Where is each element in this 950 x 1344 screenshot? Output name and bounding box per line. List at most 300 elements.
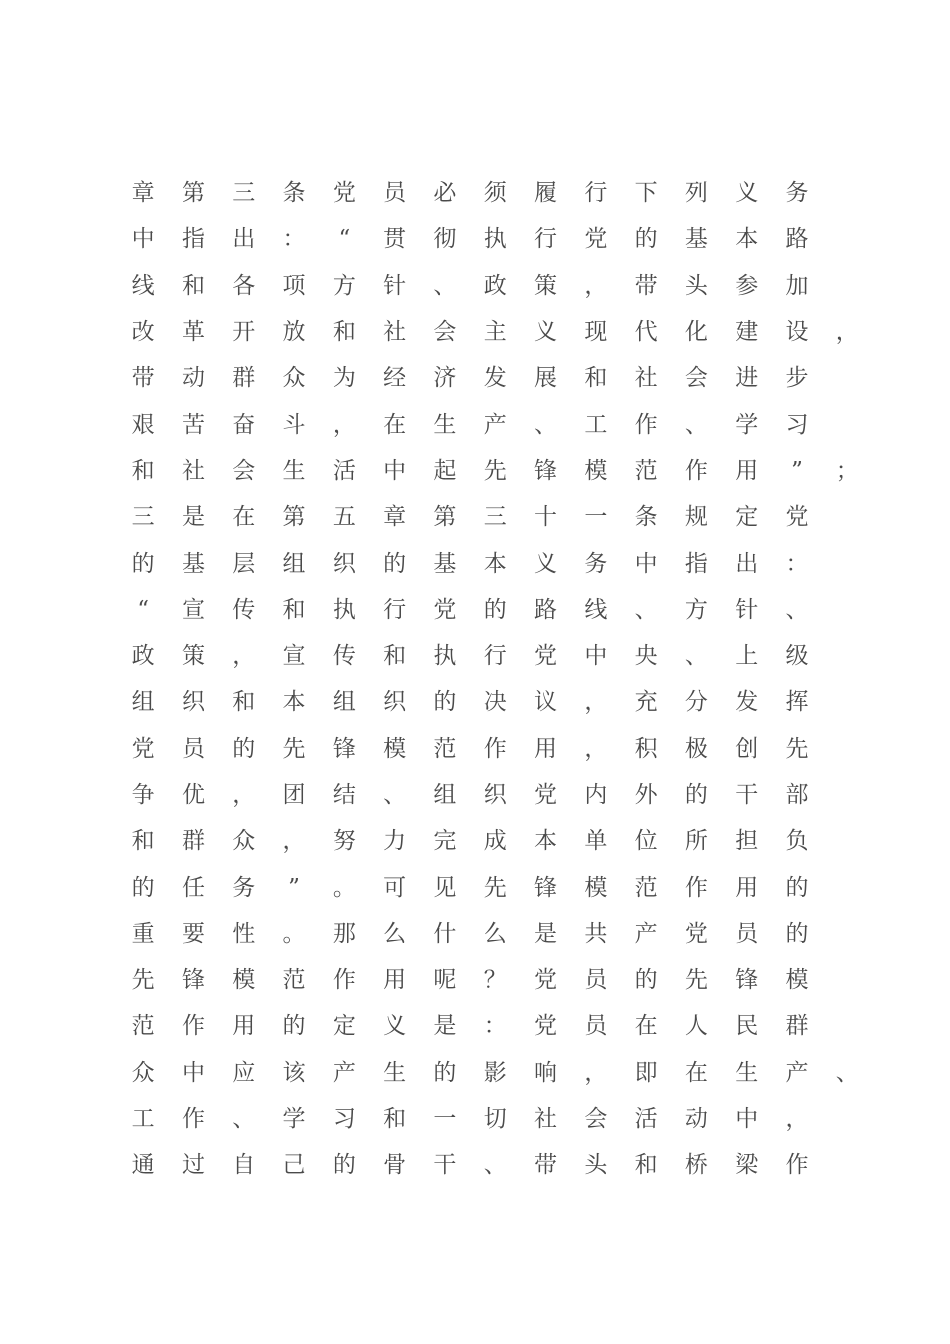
text-char: 方 — [684, 596, 708, 623]
text-char: 切 — [483, 1106, 507, 1133]
text-char: 出 — [735, 550, 759, 577]
text-char: 。 — [282, 920, 306, 947]
text-char: 上 — [735, 643, 759, 670]
text-char: 的 — [785, 920, 809, 947]
text-char: 步 — [785, 365, 809, 392]
text-char: 层 — [232, 550, 256, 577]
text-char: 积 — [634, 735, 658, 762]
text-char: 骨 — [383, 1152, 407, 1179]
text-char: 宣 — [282, 643, 306, 670]
text-char: 的 — [785, 874, 809, 901]
text-char: 产 — [332, 1059, 356, 1086]
text-char: 改 — [131, 319, 155, 346]
text-char: ， — [332, 411, 356, 438]
text-char: 群 — [181, 828, 205, 855]
text-char: 会 — [433, 319, 457, 346]
text-char: 作 — [785, 1152, 809, 1179]
text-char: 是 — [534, 920, 558, 947]
text-char: 产 — [785, 1059, 809, 1086]
text-char: 、 — [383, 782, 407, 808]
text-char: 执 — [433, 643, 457, 670]
text-char: 和 — [383, 1106, 407, 1133]
text-char: 组 — [332, 689, 356, 716]
text-char: 发 — [483, 365, 507, 392]
text-char: 第 — [433, 504, 457, 531]
text-char: 带 — [131, 365, 155, 392]
text-char: 党 — [534, 1013, 558, 1040]
text-char: 下 — [634, 180, 658, 207]
text-char: 会 — [584, 1106, 608, 1133]
text-char: 执 — [483, 226, 507, 253]
text-char: 习 — [332, 1106, 356, 1133]
text-char: 展 — [534, 365, 558, 392]
text-char: 、 — [483, 1152, 507, 1179]
text-char: 线 — [131, 272, 155, 299]
text-char: 动 — [181, 365, 205, 392]
text-char: 和 — [634, 1152, 658, 1179]
text-char: 须 — [483, 180, 507, 207]
text-char: 织 — [181, 689, 205, 716]
text-char: ， — [232, 782, 256, 808]
text-char: 义 — [534, 550, 558, 577]
text-char: 争 — [131, 782, 155, 808]
text-char: 位 — [634, 828, 658, 855]
text-char: 先 — [684, 967, 708, 994]
text-char: 三 — [131, 504, 155, 531]
text-char: 章 — [131, 180, 155, 207]
text-char: 行 — [383, 596, 407, 623]
text-char: 本 — [483, 550, 507, 577]
text-line — [118, 911, 872, 957]
text-char: 定 — [735, 504, 759, 531]
text-char: 在 — [383, 411, 407, 438]
text-char: ， — [584, 689, 608, 716]
text-char: 义 — [534, 319, 558, 346]
text-char: 任 — [181, 874, 205, 901]
text-char: 的 — [383, 550, 407, 577]
text-char: 外 — [634, 782, 658, 808]
text-char: 什 — [433, 920, 457, 947]
text-char: 梁 — [735, 1152, 759, 1179]
text-char: 革 — [181, 319, 205, 346]
text-char: 经 — [383, 365, 407, 392]
text-char: 民 — [735, 1013, 759, 1040]
text-char: 社 — [181, 457, 205, 484]
text-char: 、 — [433, 272, 457, 299]
text-char: 分 — [684, 689, 708, 716]
text-char: 党 — [584, 226, 608, 253]
text-char: 动 — [684, 1106, 708, 1133]
text-char: 锋 — [735, 967, 759, 994]
text-line — [118, 587, 872, 633]
text-char: ： — [483, 1013, 507, 1040]
text-char: 群 — [785, 1013, 809, 1040]
text-char: 重 — [131, 920, 155, 947]
text-char: 贯 — [383, 226, 407, 253]
text-char: 、 — [785, 596, 809, 623]
text-char: 可 — [383, 874, 407, 901]
text-line — [118, 170, 872, 216]
text-char: 党 — [332, 180, 356, 207]
text-char: 行 — [534, 226, 558, 253]
text-line — [118, 679, 872, 725]
text-char: 员 — [584, 1013, 608, 1040]
text-char: 担 — [735, 828, 759, 855]
text-char: 线 — [584, 596, 608, 623]
text-char: 极 — [684, 735, 708, 762]
text-char: 范 — [634, 874, 658, 901]
text-char: 织 — [332, 550, 356, 577]
text-char: ？ — [483, 967, 507, 994]
text-char: 模 — [584, 457, 608, 484]
text-char: 织 — [483, 782, 507, 808]
text-char: 呢 — [433, 967, 457, 994]
text-char: 各 — [232, 272, 256, 299]
text-char: ， — [232, 643, 256, 670]
text-char: 会 — [232, 457, 256, 484]
text-char: 本 — [735, 226, 759, 253]
text-char: 用 — [735, 874, 759, 901]
text-char: 彻 — [433, 226, 457, 253]
text-char: ； — [835, 457, 859, 484]
text-char: 党 — [684, 920, 708, 947]
text-char: “ — [338, 226, 351, 253]
text-char: 结 — [332, 782, 356, 808]
text-char: 三 — [232, 180, 256, 207]
text-char: 中 — [584, 643, 608, 670]
text-char: 力 — [383, 828, 407, 855]
text-char: 桥 — [684, 1152, 708, 1179]
text-char: 党 — [785, 504, 809, 531]
text-line — [118, 633, 872, 679]
text-char: ， — [785, 1106, 809, 1133]
text-char: 五 — [332, 504, 356, 531]
text-char: 的 — [433, 689, 457, 716]
text-char: 众 — [282, 365, 306, 392]
text-char: 行 — [584, 180, 608, 207]
text-char: 一 — [584, 504, 608, 531]
text-char: 党 — [131, 735, 155, 762]
text-char: 产 — [634, 920, 658, 947]
text-char: 第 — [181, 180, 205, 207]
text-char: 头 — [584, 1152, 608, 1179]
text-char: 组 — [282, 550, 306, 577]
text-char: 本 — [534, 828, 558, 855]
text-char: 的 — [684, 782, 708, 808]
text-char: 生 — [735, 1059, 759, 1086]
text-char: 充 — [634, 689, 658, 716]
text-char: 义 — [735, 180, 759, 207]
text-char: 成 — [483, 828, 507, 855]
text-char: 带 — [534, 1152, 558, 1179]
text-char: 学 — [282, 1106, 306, 1133]
text-char: 生 — [282, 457, 306, 484]
text-char: 项 — [282, 272, 306, 299]
text-line — [118, 540, 872, 586]
text-char: 列 — [684, 180, 708, 207]
text-char: 务 — [232, 874, 256, 901]
text-char: 行 — [483, 643, 507, 670]
text-char: 的 — [483, 596, 507, 623]
text-char: 锋 — [534, 874, 558, 901]
text-char: 模 — [232, 967, 256, 994]
text-char: 社 — [383, 319, 407, 346]
text-char: 针 — [383, 272, 407, 299]
text-char: 、 — [534, 411, 558, 438]
text-char: 众 — [131, 1059, 155, 1086]
text-char: 织 — [383, 689, 407, 716]
text-char: 和 — [131, 828, 155, 855]
text-char: ： — [785, 550, 809, 577]
text-char: 要 — [181, 920, 205, 947]
text-char: 是 — [181, 504, 205, 531]
text-char: 作 — [181, 1013, 205, 1040]
text-char: 务 — [584, 550, 608, 577]
text-char: 路 — [534, 596, 558, 623]
text-char: 众 — [232, 828, 256, 855]
text-char: 代 — [634, 319, 658, 346]
text-char: 用 — [735, 457, 759, 484]
text-char: 和 — [232, 689, 256, 716]
text-char: 出 — [232, 226, 256, 253]
text-char: 会 — [684, 365, 708, 392]
text-line — [118, 309, 872, 355]
text-char: 起 — [433, 457, 457, 484]
text-line — [118, 1142, 872, 1188]
text-char: 干 — [735, 782, 759, 808]
text-char: 中 — [181, 1059, 205, 1086]
text-char: 的 — [131, 874, 155, 901]
text-char: 么 — [383, 920, 407, 947]
text-char: 基 — [433, 550, 457, 577]
text-char: 务 — [785, 180, 809, 207]
text-char: 是 — [433, 1013, 457, 1040]
text-char: 模 — [383, 735, 407, 762]
text-char: 三 — [483, 504, 507, 531]
text-line — [118, 864, 872, 910]
text-char: 组 — [433, 782, 457, 808]
text-char: 人 — [684, 1013, 708, 1040]
text-char: 政 — [131, 643, 155, 670]
text-char: ， — [584, 735, 608, 762]
text-char: 执 — [332, 596, 356, 623]
text-char: 的 — [232, 735, 256, 762]
text-char: 员 — [181, 735, 205, 762]
text-char: 负 — [785, 828, 809, 855]
text-line — [118, 1050, 872, 1096]
text-char: ” — [288, 874, 300, 901]
text-char: 范 — [131, 1013, 155, 1040]
text-char: 先 — [785, 735, 809, 762]
text-char: 创 — [735, 735, 759, 762]
text-line — [118, 263, 872, 309]
text-char: 化 — [684, 319, 708, 346]
text-char: “ — [137, 596, 150, 623]
text-line — [118, 772, 872, 818]
text-char: 为 — [332, 365, 356, 392]
text-char: 奋 — [232, 411, 256, 438]
text-char: 单 — [584, 828, 608, 855]
text-char: 、 — [684, 643, 708, 670]
text-char: 级 — [785, 643, 809, 670]
text-line — [118, 1003, 872, 1049]
text-char: 学 — [735, 411, 759, 438]
text-char: 设 — [785, 319, 809, 346]
text-char: 中 — [383, 457, 407, 484]
text-char: 和 — [383, 643, 407, 670]
text-char: 传 — [332, 643, 356, 670]
text-char: 。 — [332, 874, 356, 901]
text-char: 党 — [534, 967, 558, 994]
text-char: 作 — [483, 735, 507, 762]
text-char: 和 — [282, 596, 306, 623]
text-char: 指 — [181, 226, 205, 253]
text-char: 完 — [433, 828, 457, 855]
text-line — [118, 448, 872, 494]
text-char: 挥 — [785, 689, 809, 716]
text-char: 锋 — [181, 967, 205, 994]
text-char: 习 — [785, 411, 809, 438]
text-line — [118, 355, 872, 401]
text-char: 群 — [232, 365, 256, 392]
text-char: 传 — [232, 596, 256, 623]
text-char: 和 — [584, 365, 608, 392]
text-char: 优 — [181, 782, 205, 808]
text-char: 开 — [232, 319, 256, 346]
text-char: 苦 — [181, 411, 205, 438]
text-char: 工 — [131, 1106, 155, 1133]
text-char: 员 — [735, 920, 759, 947]
text-line — [118, 818, 872, 864]
text-char: 艰 — [131, 411, 155, 438]
text-char: 放 — [282, 319, 306, 346]
text-char: 么 — [483, 920, 507, 947]
text-char: ， — [282, 828, 306, 855]
text-char: 决 — [483, 689, 507, 716]
text-char: ， — [584, 272, 608, 299]
text-char: 发 — [735, 689, 759, 716]
text-char: 见 — [433, 874, 457, 901]
text-char: 党 — [433, 596, 457, 623]
text-char: 方 — [332, 272, 356, 299]
text-char: 现 — [584, 319, 608, 346]
text-char: 该 — [282, 1059, 306, 1086]
text-char: 一 — [433, 1106, 457, 1133]
text-char: 基 — [181, 550, 205, 577]
text-char: 进 — [735, 365, 759, 392]
text-char: 通 — [131, 1152, 155, 1179]
text-char: 策 — [534, 272, 558, 299]
text-char: 带 — [634, 272, 658, 299]
text-char: 应 — [232, 1059, 256, 1086]
text-char: 己 — [282, 1152, 306, 1179]
text-char: 作 — [684, 874, 708, 901]
text-char: 中 — [634, 550, 658, 577]
text-char: ， — [584, 1059, 608, 1086]
text-char: 作 — [634, 411, 658, 438]
text-char: 、 — [684, 411, 708, 438]
text-char: 在 — [232, 504, 256, 531]
text-char: 和 — [332, 319, 356, 346]
text-char: 履 — [534, 180, 558, 207]
text-char: 的 — [634, 967, 658, 994]
text-char: 作 — [684, 457, 708, 484]
text-char: ， — [835, 319, 859, 346]
text-char: 员 — [383, 180, 407, 207]
text-char: 党 — [534, 782, 558, 808]
text-char: 社 — [534, 1106, 558, 1133]
text-char: 条 — [282, 180, 306, 207]
text-char: 生 — [383, 1059, 407, 1086]
text-char: 先 — [483, 457, 507, 484]
text-char: 基 — [684, 226, 708, 253]
text-char: 那 — [332, 920, 356, 947]
text-char: 头 — [684, 272, 708, 299]
text-line — [118, 726, 872, 772]
text-char: 活 — [634, 1106, 658, 1133]
text-char: 、 — [835, 1059, 859, 1086]
text-char: 本 — [282, 689, 306, 716]
text-line — [118, 1096, 872, 1142]
text-char: 和 — [181, 272, 205, 299]
text-char: 宣 — [181, 596, 205, 623]
text-line — [118, 216, 872, 262]
text-char: 十 — [534, 504, 558, 531]
text-char: 模 — [785, 967, 809, 994]
text-char: 的 — [282, 1013, 306, 1040]
text-char: 员 — [584, 967, 608, 994]
text-char: 在 — [634, 1013, 658, 1040]
text-char: 党 — [534, 643, 558, 670]
text-char: 干 — [433, 1152, 457, 1179]
text-char: 建 — [735, 319, 759, 346]
text-char: 央 — [634, 643, 658, 670]
text-line — [118, 401, 872, 447]
text-char: ： — [282, 226, 306, 253]
text-line — [118, 957, 872, 1003]
text-char: 范 — [634, 457, 658, 484]
text-char: 锋 — [332, 735, 356, 762]
text-char: 和 — [131, 457, 155, 484]
text-char: 中 — [131, 226, 155, 253]
text-char: 的 — [131, 550, 155, 577]
text-char: 义 — [383, 1013, 407, 1040]
text-char: 活 — [332, 457, 356, 484]
text-char: 的 — [332, 1152, 356, 1179]
text-char: 政 — [483, 272, 507, 299]
text-char: 作 — [181, 1106, 205, 1133]
text-char: 范 — [433, 735, 457, 762]
text-char: 指 — [684, 550, 708, 577]
text-char: 自 — [232, 1152, 256, 1179]
text-char: 产 — [483, 411, 507, 438]
text-char: 的 — [433, 1059, 457, 1086]
text-line — [118, 494, 872, 540]
text-char: 内 — [584, 782, 608, 808]
text-char: 针 — [735, 596, 759, 623]
text-char: 的 — [634, 226, 658, 253]
text-char: 先 — [131, 967, 155, 994]
text-char: 参 — [735, 272, 759, 299]
text-char: 组 — [131, 689, 155, 716]
text-char: 加 — [785, 272, 809, 299]
text-char: 模 — [584, 874, 608, 901]
text-char: 用 — [232, 1013, 256, 1040]
text-char: 范 — [282, 967, 306, 994]
text-char: 章 — [383, 504, 407, 531]
text-char: 在 — [684, 1059, 708, 1086]
text-char: 作 — [332, 967, 356, 994]
